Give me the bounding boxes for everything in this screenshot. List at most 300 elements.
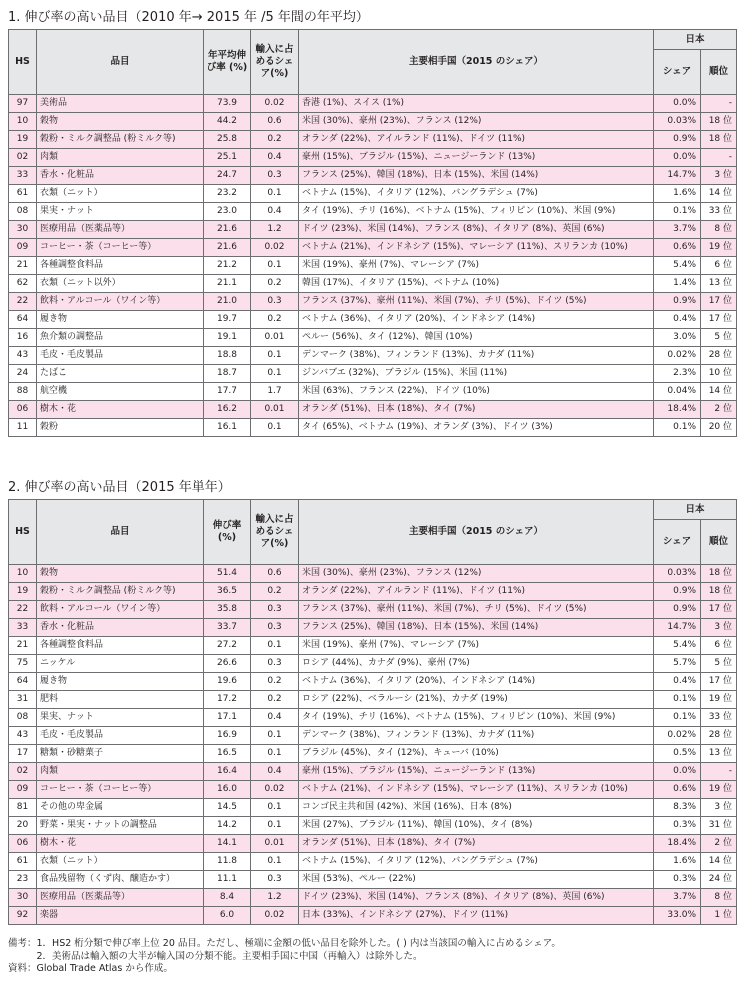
hs-cell: 23 — [9, 871, 37, 889]
table-row — [9, 763, 737, 781]
jp-share-cell: 0.0% — [654, 763, 701, 781]
table-row — [9, 95, 737, 113]
jp-rank-cell: 13 位 — [701, 745, 737, 763]
partners-cell: タイ (19%)、チリ (16%)、ベトナム (15%)、フィリピン (10%)、米国 (9%) — [299, 203, 654, 221]
growth-cell: 16.1 — [204, 419, 251, 437]
item-cell: 飲料・アルコール（ワイン等） — [37, 293, 204, 311]
hs-cell: 97 — [9, 95, 37, 113]
share-cell: 0.6 — [251, 113, 299, 131]
jp-rank-cell: 18 位 — [701, 565, 737, 583]
jp-rank-cell: 1 位 — [701, 907, 737, 925]
table-row — [9, 221, 737, 239]
jp-rank-cell: 20 位 — [701, 419, 737, 437]
jp-rank-cell: - — [701, 763, 737, 781]
header-share: 輸入に占めるシェア(%) — [251, 30, 299, 95]
partners-cell: フランス (25%)、韓国 (18%)、日本 (15%)、米国 (14%) — [299, 167, 654, 185]
item-cell: 毛皮・毛皮製品 — [37, 347, 204, 365]
growth-cell: 19.1 — [204, 329, 251, 347]
share-cell: 0.3 — [251, 601, 299, 619]
growth-cell: 27.2 — [204, 637, 251, 655]
item-cell: 香水・化粧品 — [37, 619, 204, 637]
growth-cell: 8.4 — [204, 889, 251, 907]
share-cell: 0.02 — [251, 907, 299, 925]
partners-cell: ベトナム (21%)、インドネシア (15%)、マレーシア (11%)、スリランカ (10%) — [299, 239, 654, 257]
partners-cell: 米国 (30%)、豪州 (23%)、フランス (12%) — [299, 565, 654, 583]
hs-cell: 08 — [9, 203, 37, 221]
jp-rank-cell: 19 位 — [701, 781, 737, 799]
hs-cell: 08 — [9, 709, 37, 727]
hs-cell: 20 — [9, 817, 37, 835]
item-cell: 穀物 — [37, 113, 204, 131]
growth-cell: 73.9 — [204, 95, 251, 113]
growth-cell: 21.1 — [204, 275, 251, 293]
jp-rank-cell: 2 位 — [701, 835, 737, 853]
jp-share-cell: 0.4% — [654, 311, 701, 329]
partners-cell: タイ (65%)、ベトナム (19%)、オランダ (3%)、ドイツ (3%) — [299, 419, 654, 437]
jp-share-cell: 5.4% — [654, 257, 701, 275]
jp-rank-cell: 19 位 — [701, 239, 737, 257]
table-row — [9, 709, 737, 727]
item-cell: 野菜・果実・ナットの調整品 — [37, 817, 204, 835]
jp-rank-cell: 18 位 — [701, 583, 737, 601]
item-cell: 穀物 — [37, 565, 204, 583]
jp-rank-cell: 6 位 — [701, 637, 737, 655]
growth-cell: 18.8 — [204, 347, 251, 365]
partners-cell: 米国 (19%)、豪州 (7%)、マレーシア (7%) — [299, 637, 654, 655]
partners-cell: フランス (25%)、韓国 (18%)、日本 (15%)、米国 (14%) — [299, 619, 654, 637]
hs-cell: 10 — [9, 113, 37, 131]
jp-share-cell: 1.6% — [654, 853, 701, 871]
jp-share-cell: 14.7% — [654, 619, 701, 637]
table-row — [9, 383, 737, 401]
jp-share-cell: 3.7% — [654, 889, 701, 907]
growth-cell: 16.4 — [204, 763, 251, 781]
jp-share-cell: 18.4% — [654, 835, 701, 853]
jp-share-cell: 0.6% — [654, 239, 701, 257]
jp-share-cell: 0.9% — [654, 601, 701, 619]
growth-cell: 16.5 — [204, 745, 251, 763]
hs-cell: 21 — [9, 257, 37, 275]
jp-rank-cell: - — [701, 95, 737, 113]
hs-cell: 81 — [9, 799, 37, 817]
share-cell: 0.1 — [251, 637, 299, 655]
item-cell: 糖類・砂糖菓子 — [37, 745, 204, 763]
item-cell: 穀粉・ミルク調整品 (粉ミルク等) — [37, 131, 204, 149]
share-cell: 0.1 — [251, 799, 299, 817]
jp-rank-cell: 31 位 — [701, 817, 737, 835]
partners-cell: デンマーク (38%)、フィンランド (13%)、カナダ (11%) — [299, 727, 654, 745]
jp-rank-cell: 17 位 — [701, 293, 737, 311]
jp-rank-cell: 18 位 — [701, 113, 737, 131]
hs-cell: 22 — [9, 293, 37, 311]
item-cell: 航空機 — [37, 383, 204, 401]
jp-rank-cell: 14 位 — [701, 185, 737, 203]
jp-rank-cell: 17 位 — [701, 673, 737, 691]
table-row — [9, 185, 737, 203]
header-share: 輸入に占めるシェア(%) — [251, 500, 299, 565]
jp-rank-cell: 14 位 — [701, 853, 737, 871]
item-cell: 医療用品（医薬品等） — [37, 221, 204, 239]
jp-rank-cell: 18 位 — [701, 131, 737, 149]
partners-cell: ドイツ (23%)、米国 (14%)、フランス (8%)、イタリア (8%)、英国 (6%) — [299, 889, 654, 907]
growth-cell: 21.6 — [204, 221, 251, 239]
jp-share-cell: 1.4% — [654, 275, 701, 293]
item-cell: 穀粉・ミルク調整品 (粉ミルク等) — [37, 583, 204, 601]
item-cell: その他の卑金属 — [37, 799, 204, 817]
table-row — [9, 601, 737, 619]
item-cell: 魚介類の調整品 — [37, 329, 204, 347]
table-row — [9, 745, 737, 763]
table-row — [9, 907, 737, 925]
share-cell: 0.4 — [251, 149, 299, 167]
item-cell: 穀粉 — [37, 419, 204, 437]
partners-cell: ブラジル (45%)、タイ (12%)、キューバ (10%) — [299, 745, 654, 763]
growth-cell: 16.9 — [204, 727, 251, 745]
share-cell: 0.3 — [251, 167, 299, 185]
hs-cell: 24 — [9, 365, 37, 383]
hs-cell: 88 — [9, 383, 37, 401]
partners-cell: コンゴ民主共和国 (42%)、米国 (16%)、日本 (8%) — [299, 799, 654, 817]
table-row — [9, 419, 737, 437]
share-cell: 0.3 — [251, 871, 299, 889]
table-row — [9, 655, 737, 673]
header-jp-share: シェア — [654, 50, 701, 95]
partners-cell: 日本 (33%)、インドネシア (27%)、ドイツ (11%) — [299, 907, 654, 925]
partners-cell: オランダ (51%)、日本 (18%)、タイ (7%) — [299, 835, 654, 853]
section1-table — [8, 29, 737, 437]
hs-cell: 02 — [9, 763, 37, 781]
partners-cell: 豪州 (15%)、ブラジル (15%)、ニュージーランド (13%) — [299, 149, 654, 167]
jp-share-cell: 0.9% — [654, 131, 701, 149]
header-partners: 主要相手国（2015 のシェア） — [299, 500, 654, 565]
jp-rank-cell: 5 位 — [701, 655, 737, 673]
share-cell: 0.1 — [251, 853, 299, 871]
header-growth: 年平均伸び率 (%) — [204, 30, 251, 95]
partners-cell: ベトナム (36%)、イタリア (20%)、インドネシア (14%) — [299, 673, 654, 691]
jp-share-cell: 1.6% — [654, 185, 701, 203]
share-cell: 1.2 — [251, 221, 299, 239]
table-row — [9, 401, 737, 419]
jp-share-cell: 18.4% — [654, 401, 701, 419]
item-cell: コーヒー・茶（コーヒー等） — [37, 781, 204, 799]
jp-rank-cell: 6 位 — [701, 257, 737, 275]
share-cell: 1.2 — [251, 889, 299, 907]
notes — [8, 938, 561, 976]
partners-cell: 米国 (63%)、フランス (22%)、ドイツ (10%) — [299, 383, 654, 401]
partners-cell: フランス (37%)、豪州 (11%)、米国 (7%)、チリ (5%)、ドイツ (5%) — [299, 601, 654, 619]
jp-share-cell: 33.0% — [654, 907, 701, 925]
jp-share-cell: 0.03% — [654, 113, 701, 131]
jp-share-cell: 0.1% — [654, 709, 701, 727]
share-cell: 0.1 — [251, 727, 299, 745]
table-row — [9, 275, 737, 293]
table-row — [9, 691, 737, 709]
jp-rank-cell: 8 位 — [701, 889, 737, 907]
growth-cell: 44.2 — [204, 113, 251, 131]
table-row — [9, 565, 737, 583]
jp-share-cell: 2.3% — [654, 365, 701, 383]
header-jp-rank: 順位 — [701, 50, 737, 95]
hs-cell: 33 — [9, 619, 37, 637]
table-row — [9, 583, 737, 601]
hs-cell: 09 — [9, 239, 37, 257]
jp-share-cell: 0.3% — [654, 871, 701, 889]
hs-cell: 31 — [9, 691, 37, 709]
share-cell: 0.4 — [251, 763, 299, 781]
share-cell: 0.1 — [251, 365, 299, 383]
growth-cell: 24.7 — [204, 167, 251, 185]
growth-cell: 21.2 — [204, 257, 251, 275]
header-partners: 主要相手国（2015 のシェア） — [299, 30, 654, 95]
table-row — [9, 781, 737, 799]
partners-cell: デンマーク (38%)、フィンランド (13%)、カナダ (11%) — [299, 347, 654, 365]
hs-cell: 61 — [9, 853, 37, 871]
item-cell: 肉類 — [37, 763, 204, 781]
jp-rank-cell: 19 位 — [701, 691, 737, 709]
partners-cell: ベトナム (21%)、インドネシア (15%)、マレーシア (11%)、スリランカ (10%) — [299, 781, 654, 799]
growth-cell: 21.6 — [204, 239, 251, 257]
growth-cell: 18.7 — [204, 365, 251, 383]
table-row — [9, 835, 737, 853]
header-item: 品目 — [37, 500, 204, 565]
partners-cell: オランダ (51%)、日本 (18%)、タイ (7%) — [299, 401, 654, 419]
partners-cell: ロシア (22%)、ベラルーシ (21%)、カナダ (19%) — [299, 691, 654, 709]
growth-cell: 17.7 — [204, 383, 251, 401]
table-row — [9, 889, 737, 907]
item-cell: 衣類（ニット） — [37, 185, 204, 203]
header-japan: 日本 — [654, 30, 737, 50]
jp-rank-cell: 5 位 — [701, 329, 737, 347]
note-line-3: 資料：Global Trade Atlas から作成。 — [8, 963, 173, 974]
share-cell: 0.3 — [251, 655, 299, 673]
jp-share-cell: 0.4% — [654, 673, 701, 691]
hs-cell: 11 — [9, 419, 37, 437]
jp-rank-cell: 33 位 — [701, 709, 737, 727]
growth-cell: 23.2 — [204, 185, 251, 203]
share-cell: 0.01 — [251, 401, 299, 419]
hs-cell: 64 — [9, 311, 37, 329]
growth-cell: 16.0 — [204, 781, 251, 799]
item-cell: 各種調整食料品 — [37, 257, 204, 275]
jp-rank-cell: 17 位 — [701, 311, 737, 329]
growth-cell: 11.1 — [204, 871, 251, 889]
growth-cell: 19.6 — [204, 673, 251, 691]
share-cell: 0.3 — [251, 619, 299, 637]
jp-share-cell: 0.04% — [654, 383, 701, 401]
partners-cell: オランダ (22%)、アイルランド (11%)、ドイツ (11%) — [299, 583, 654, 601]
item-cell: 医療用品（医薬品等） — [37, 889, 204, 907]
jp-share-cell: 0.1% — [654, 419, 701, 437]
table-row — [9, 167, 737, 185]
hs-cell: 21 — [9, 637, 37, 655]
partners-cell: 米国 (19%)、豪州 (7%)、マレーシア (7%) — [299, 257, 654, 275]
growth-cell: 14.1 — [204, 835, 251, 853]
growth-cell: 19.7 — [204, 311, 251, 329]
table-row — [9, 149, 737, 167]
header-item: 品目 — [37, 30, 204, 95]
share-cell: 0.2 — [251, 691, 299, 709]
table-row — [9, 347, 737, 365]
growth-cell: 16.2 — [204, 401, 251, 419]
table-row — [9, 673, 737, 691]
jp-share-cell: 0.3% — [654, 817, 701, 835]
jp-rank-cell: 24 位 — [701, 871, 737, 889]
partners-cell: 米国 (53%)、ペルー (22%) — [299, 871, 654, 889]
item-cell: ニッケル — [37, 655, 204, 673]
share-cell: 0.02 — [251, 95, 299, 113]
hs-cell: 16 — [9, 329, 37, 347]
item-cell: 楽器 — [37, 907, 204, 925]
share-cell: 0.3 — [251, 293, 299, 311]
share-cell: 0.1 — [251, 745, 299, 763]
hs-cell: 02 — [9, 149, 37, 167]
jp-rank-cell: 3 位 — [701, 619, 737, 637]
growth-cell: 14.2 — [204, 817, 251, 835]
item-cell: 肥料 — [37, 691, 204, 709]
partners-cell: 香港 (1%)、スイス (1%) — [299, 95, 654, 113]
jp-rank-cell: 10 位 — [701, 365, 737, 383]
jp-share-cell: 0.02% — [654, 347, 701, 365]
jp-share-cell: 14.7% — [654, 167, 701, 185]
note-line-2: 2．美術品は輸入額の大半が輸入国の分類不能。主要相手国に中国（再輸入）は除外した。 — [8, 950, 423, 962]
share-cell: 0.02 — [251, 781, 299, 799]
partners-cell: タイ (19%)、チリ (16%)、ベトナム (15%)、フィリピン (10%)、米国 (9%) — [299, 709, 654, 727]
share-cell: 0.1 — [251, 419, 299, 437]
jp-share-cell: 0.5% — [654, 745, 701, 763]
item-cell: 樹木・花 — [37, 835, 204, 853]
share-cell: 0.2 — [251, 275, 299, 293]
jp-share-cell: 8.3% — [654, 799, 701, 817]
jp-rank-cell: 17 位 — [701, 601, 737, 619]
growth-cell: 25.8 — [204, 131, 251, 149]
header-hs: HS — [9, 30, 37, 95]
share-cell: 0.1 — [251, 257, 299, 275]
header-growth: 伸び率 (%) — [204, 500, 251, 565]
item-cell: 履き物 — [37, 673, 204, 691]
jp-share-cell: 0.02% — [654, 727, 701, 745]
share-cell: 0.2 — [251, 583, 299, 601]
item-cell: 樹木・花 — [37, 401, 204, 419]
hs-cell: 62 — [9, 275, 37, 293]
share-cell: 0.1 — [251, 347, 299, 365]
growth-cell: 51.4 — [204, 565, 251, 583]
header-jp-rank: 順位 — [701, 520, 737, 565]
note-line-1: 備考：1．HS2 桁分類で伸び率上位 20 品目。ただし、極端に金額の低い品目を除外した。( ) 内は当該国の輸入に占めるシェア。 — [8, 938, 561, 949]
hs-cell: 06 — [9, 401, 37, 419]
share-cell: 0.2 — [251, 673, 299, 691]
jp-share-cell: 0.1% — [654, 203, 701, 221]
jp-rank-cell: 33 位 — [701, 203, 737, 221]
hs-cell: 06 — [9, 835, 37, 853]
hs-cell: 17 — [9, 745, 37, 763]
table-row — [9, 365, 737, 383]
header-hs: HS — [9, 500, 37, 565]
table-row — [9, 799, 737, 817]
jp-share-cell: 5.7% — [654, 655, 701, 673]
item-cell: 肉類 — [37, 149, 204, 167]
partners-cell: ペルー (56%)、タイ (12%)、韓国 (10%) — [299, 329, 654, 347]
jp-share-cell: 3.0% — [654, 329, 701, 347]
hs-cell: 43 — [9, 347, 37, 365]
jp-share-cell: 3.7% — [654, 221, 701, 239]
growth-cell: 17.1 — [204, 709, 251, 727]
hs-cell: 92 — [9, 907, 37, 925]
hs-cell: 75 — [9, 655, 37, 673]
growth-cell: 6.0 — [204, 907, 251, 925]
share-cell: 0.4 — [251, 203, 299, 221]
jp-share-cell: 0.1% — [654, 691, 701, 709]
table-row — [9, 239, 737, 257]
partners-cell: オランダ (22%)、アイルランド (11%)、ドイツ (11%) — [299, 131, 654, 149]
table-row — [9, 727, 737, 745]
hs-cell: 19 — [9, 583, 37, 601]
share-cell: 0.01 — [251, 835, 299, 853]
jp-rank-cell: 28 位 — [701, 727, 737, 745]
table-row — [9, 619, 737, 637]
partners-cell: ロシア (44%)、カナダ (9%)、豪州 (7%) — [299, 655, 654, 673]
header-japan: 日本 — [654, 500, 737, 520]
item-cell: 各種調整食料品 — [37, 637, 204, 655]
hs-cell: 33 — [9, 167, 37, 185]
jp-share-cell: 0.0% — [654, 149, 701, 167]
growth-cell: 25.1 — [204, 149, 251, 167]
item-cell: 衣類（ニット） — [37, 853, 204, 871]
hs-cell: 61 — [9, 185, 37, 203]
table-row — [9, 853, 737, 871]
partners-cell: 豪州 (15%)、ブラジル (15%)、ニュージーランド (13%) — [299, 763, 654, 781]
partners-cell: ベトナム (36%)、イタリア (20%)、インドネシア (14%) — [299, 311, 654, 329]
share-cell: 0.2 — [251, 311, 299, 329]
share-cell: 0.01 — [251, 329, 299, 347]
hs-cell: 10 — [9, 565, 37, 583]
partners-cell: ベトナム (15%)、イタリア (12%)、バングラデシュ (7%) — [299, 853, 654, 871]
table-row — [9, 257, 737, 275]
section2-title: 2. 伸び率の高い品目（2015 年単年） — [8, 480, 231, 495]
jp-rank-cell: 8 位 — [701, 221, 737, 239]
share-cell: 0.02 — [251, 239, 299, 257]
table-row — [9, 637, 737, 655]
growth-cell: 33.7 — [204, 619, 251, 637]
jp-rank-cell: 2 位 — [701, 401, 737, 419]
share-cell: 0.1 — [251, 185, 299, 203]
partners-cell: フランス (37%)、豪州 (11%)、米国 (7%)、チリ (5%)、ドイツ (5%) — [299, 293, 654, 311]
hs-cell: 19 — [9, 131, 37, 149]
partners-cell: ベトナム (15%)、イタリア (12%)、バングラデシュ (7%) — [299, 185, 654, 203]
growth-cell: 35.8 — [204, 601, 251, 619]
growth-cell: 21.0 — [204, 293, 251, 311]
jp-share-cell: 0.9% — [654, 293, 701, 311]
jp-rank-cell: 28 位 — [701, 347, 737, 365]
item-cell: たばこ — [37, 365, 204, 383]
jp-rank-cell: - — [701, 149, 737, 167]
partners-cell: 米国 (27%)、ブラジル (11%)、韓国 (10%)、タイ (8%) — [299, 817, 654, 835]
jp-share-cell: 5.4% — [654, 637, 701, 655]
item-cell: 果実、ナット — [37, 709, 204, 727]
partners-cell: 米国 (30%)、豪州 (23%)、フランス (12%) — [299, 113, 654, 131]
hs-cell: 43 — [9, 727, 37, 745]
share-cell: 0.2 — [251, 131, 299, 149]
table-row — [9, 203, 737, 221]
jp-share-cell: 0.9% — [654, 583, 701, 601]
partners-cell: ドイツ (23%)、米国 (14%)、フランス (8%)、イタリア (8%)、英国 (6%) — [299, 221, 654, 239]
hs-cell: 30 — [9, 889, 37, 907]
hs-cell: 09 — [9, 781, 37, 799]
growth-cell: 17.2 — [204, 691, 251, 709]
partners-cell: 韓国 (17%)、イタリア (15%)、ベトナム (10%) — [299, 275, 654, 293]
growth-cell: 26.6 — [204, 655, 251, 673]
table-row — [9, 113, 737, 131]
partners-cell: ジンバブエ (32%)、ブラジル (15%)、米国 (11%) — [299, 365, 654, 383]
